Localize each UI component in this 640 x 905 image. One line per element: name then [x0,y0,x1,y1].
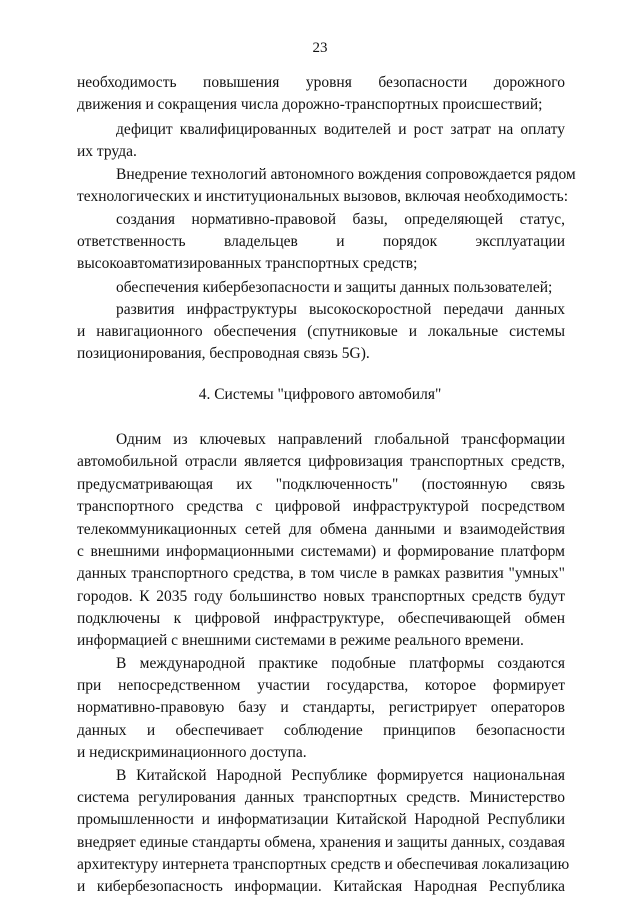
text-line: телекоммуникационных сетей для обмена данными и взаимодействия [77,521,565,538]
section-heading: 4. Системы "цифрового автомобиля" [198,386,442,403]
text-line: нормативно-правовую базу и стандарты, регистрирует операторов [77,699,565,716]
text-line: подключены к цифровой инфраструктуре, обеспечивающей обмен [77,610,565,627]
text-line: при непосредственном участии государства, которое формирует [77,677,565,694]
text-line: ответственность владельцев и порядок эксплуатации [77,233,565,250]
text-line: данных и обеспечивает соблюдение принципов безопасности [77,722,565,739]
text-line: их труда. [77,143,137,160]
text-line: информацией с внешними системами в режиме реального времени. [77,632,524,649]
text-line: данных транспортного средства, в том числе в рамках развития "умных" [77,565,565,582]
text-line: создания нормативно-правовой базы, определяющей статус, [116,211,565,228]
text-line: позиционирования, беспроводная связь 5G). [77,345,370,362]
text-line: и навигационного обеспечения (спутниковые и локальные системы [77,323,565,340]
text-line: внедряет единые стандарты обмена, хранения и защиты данных, создавая [77,834,565,851]
text-line: технологических и институциональных вызовов, включая необходимость: [77,188,569,205]
text-line: Одним из ключевых направлений глобальной трансформации [116,431,565,448]
text-line: дефицит квалифицированных водителей и рост затрат на оплату [116,121,565,138]
text-line: обеспечения кибербезопасности и защиты данных пользователей; [116,279,553,296]
text-line: В международной практике подобные платформы создаются [116,655,565,672]
text-line: с внешними информационными системами) и формирование платформ [77,543,565,560]
text-line: движения и сокращения числа дорожно-транспортных происшествий; [77,96,543,113]
text-line: промышленности и информатизации Китайской Народной Республики [77,811,565,828]
text-line: и кибербезопасность информации. Китайская Народная Республика [77,878,565,895]
text-line: Внедрение технологий автономного вождения сопровождается рядом [116,166,576,183]
text-line: система регулирования данных транспортных средств. Министерство [77,789,565,806]
text-line: транспортного средства с цифровой инфраструктурой посредством [77,498,565,515]
text-line: развития инфраструктуры высокоскоростной передачи данных [116,301,565,318]
text-line: необходимость повышения уровня безопасности дорожного [77,74,565,91]
text-line: архитектуру интернета транспортных средств и обеспечивая локализацию [77,856,570,873]
text-line: автомобильной отрасли является цифровизация транспортных средств, [77,453,565,470]
text-line: высокоавтоматизированных транспортных средств; [77,255,418,272]
text-line: предусматривающая их "подключенность" (постоянную связь [77,476,565,493]
text-line: городов. К 2035 году большинство новых транспортных средств будут [77,588,565,605]
text-line: и недискриминационного доступа. [77,744,307,761]
text-line: В Китайской Народной Республике формируется национальная [116,767,565,784]
page-number: 23 [312,40,328,56]
